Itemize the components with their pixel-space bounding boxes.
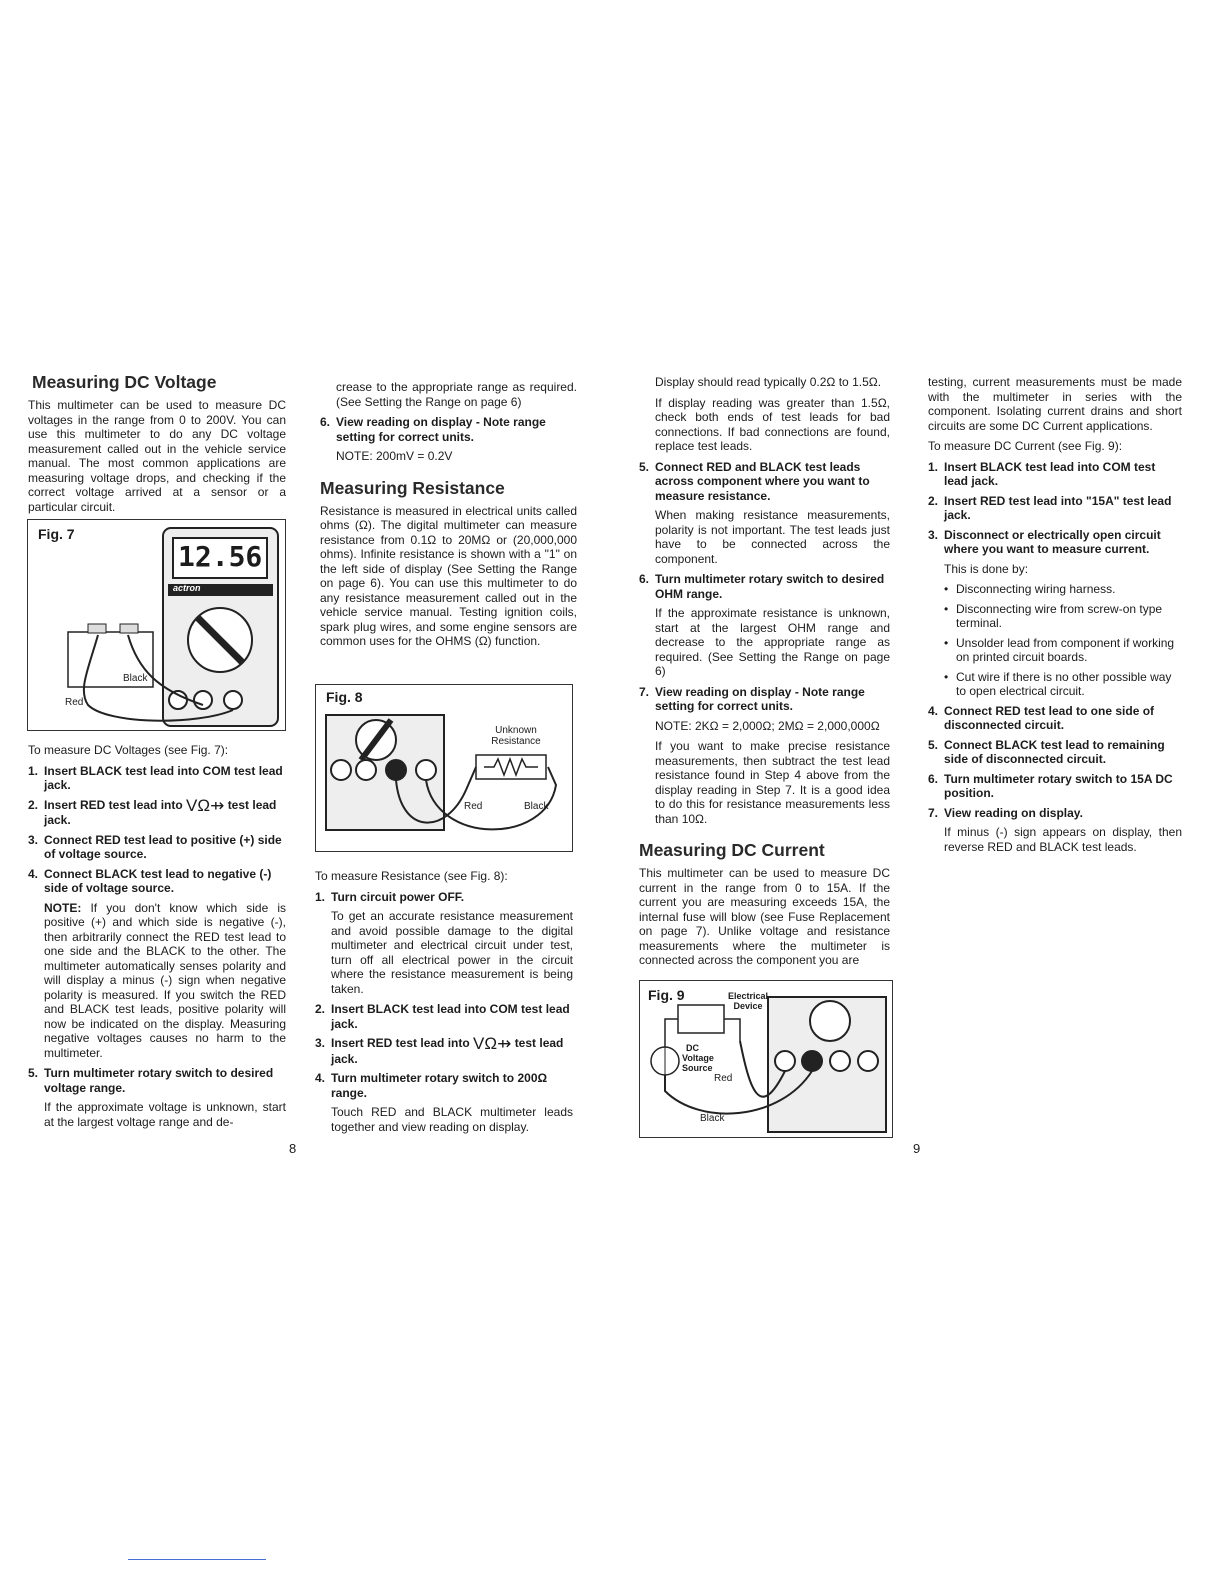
- dc-voltage-step-2: [28, 795, 286, 828]
- step-number: 6.: [928, 771, 939, 786]
- note-label: NOTE:: [44, 900, 82, 915]
- dc-voltage-lead: To measure DC Voltages (see Fig. 7):: [28, 743, 229, 757]
- figure-8-unknown-label: Unknown Resistance: [491, 725, 541, 747]
- bullet-icon: •: [944, 635, 949, 650]
- step-text: Turn circuit power OFF.: [331, 889, 465, 904]
- figure-7-label: Fig. 7: [38, 526, 75, 542]
- step-text: Insert RED test lead into: [331, 1036, 470, 1050]
- figure-9-label: Fig. 9: [648, 987, 685, 1003]
- figure-8-red-label: Red: [464, 801, 483, 812]
- dc-voltage-note: [28, 901, 286, 1061]
- step-number: 6.: [639, 572, 650, 586]
- step-text: Connect BLACK test lead to remaining side of disconnected circuit.: [944, 737, 1165, 766]
- dc-current-step-4: [928, 704, 1182, 733]
- precise-measurement-note: If you want to make precise resistance measurements, then subtract the test lead resistance found in Step 4 above from the display reading in Step 7. It is a good idea to do this for resistance measurements less than 10Ω.: [655, 739, 890, 826]
- bullet-icon: •: [944, 601, 949, 616]
- open-circuit-method: [928, 636, 1182, 665]
- display-typical-reading: Display should read typically 0.2Ω to 1.5Ω.: [655, 375, 882, 389]
- bullet-text: Unsolder lead from component if working on printed circuit boards.: [956, 635, 1175, 664]
- column-1-steps: [28, 743, 286, 1135]
- section-title-resistance: Measuring Resistance: [320, 477, 505, 498]
- figure-9: [639, 980, 893, 1138]
- resistance-step-4-detail: Touch RED and BLACK multimeter leads together and view reading on display.: [331, 1105, 573, 1134]
- page-number-8: 8: [289, 1141, 297, 1156]
- step-text: Disconnect or electrically open circuit where you want to measure current.: [944, 527, 1161, 556]
- resistance-step-2: [315, 1002, 573, 1031]
- figure-8-label: Fig. 8: [326, 689, 363, 705]
- resistance-step-1: [315, 890, 573, 905]
- step-number: 3.: [28, 832, 39, 847]
- figure-9-dc-label: DC: [686, 1043, 699, 1053]
- step-number: 4.: [28, 866, 39, 881]
- step-text: Turn multimeter rotary switch to desired OHM range.: [655, 572, 885, 601]
- dc-current-step-7-detail: If minus (-) sign appears on display, then reverse RED and BLACK test leads.: [944, 825, 1182, 854]
- step-text: Insert RED test lead into: [44, 797, 183, 812]
- section-title-dc-current: Measuring DC Current: [639, 840, 825, 860]
- step-text: Turn multimeter rotary switch to 15A DC position.: [944, 771, 1173, 800]
- dc-voltage-step-5: [28, 1066, 286, 1095]
- volt-ohm-diode-symbol: VΩ⇸: [186, 795, 225, 815]
- dc-current-step-2: [928, 494, 1182, 523]
- step-6-view-reading: [320, 415, 577, 444]
- step-text: Turn multimeter rotary switch to desired voltage range.: [44, 1066, 274, 1095]
- column-3: [639, 375, 890, 974]
- step-number: 1.: [928, 459, 939, 474]
- dc-current-step-7: [928, 806, 1182, 821]
- column-1: [28, 372, 286, 520]
- dc-current-step-1: [928, 460, 1182, 489]
- step-text: Insert BLACK test lead into COM test lead jack.: [44, 763, 283, 792]
- column-2: [320, 380, 577, 655]
- step-number: 4.: [928, 703, 939, 718]
- step-number: 7.: [639, 684, 650, 699]
- step-number: 1.: [28, 763, 39, 778]
- step-text: View reading on display.: [944, 805, 1083, 820]
- bullet-icon: •: [944, 582, 949, 596]
- section-title-dc-voltage: Measuring DC Voltage: [32, 372, 217, 392]
- figure-7-display: 12.56: [178, 540, 263, 573]
- step-text: Connect BLACK test lead to negative (-) side of voltage source.: [44, 866, 272, 895]
- volt-ohm-diode-symbol: VΩ⇸: [473, 1034, 512, 1053]
- step-text: Insert RED test lead into "15A" test lead jack.: [944, 493, 1172, 522]
- range-continuation: crease to the appropriate range as required. (See Setting the Range on page 6): [336, 380, 577, 409]
- step-text: Connect RED and BLACK test leads across component where you want to measure resistance.: [655, 459, 870, 503]
- figure-9-source-label: Source: [682, 1063, 713, 1073]
- resistance-step-6-detail: If the approximate resistance is unknown, start at the largest OHM range and decrease to the appropriate range as required. (See Setting the Range on page 6): [655, 606, 890, 678]
- bullet-icon: •: [944, 669, 949, 684]
- dc-current-step-6: [928, 772, 1182, 801]
- step-number: 4.: [315, 1071, 326, 1085]
- step-number: 7.: [928, 805, 939, 820]
- bullet-text: Disconnecting wiring harness.: [956, 582, 1116, 596]
- resistance-step-6: [639, 572, 890, 601]
- step-number: 2.: [315, 1002, 326, 1016]
- dc-current-intro: This multimeter can be used to measure DC current in the range from 0 to 15A. If the current you are measuring exceeds 15A, the internal fuse will blow (see Fuse Replacement on page 7). Unlike voltage and resistance measurements where the multimeter is connected across the component you are: [639, 866, 890, 967]
- figure-8: [315, 684, 573, 852]
- resistance-step-4: [315, 1071, 573, 1100]
- dc-current-continuation: testing, current measurements must be made with the multimeter in series with the component. Isolating current drains and short circuits are some DC Current applications.: [928, 375, 1182, 433]
- step-number: 2.: [28, 797, 39, 812]
- column-2-steps: [315, 869, 573, 1140]
- dc-current-step-5: [928, 738, 1182, 767]
- step-number: 2.: [928, 493, 939, 508]
- dc-voltage-step-5-detail: If the approximate voltage is unknown, start at the largest voltage range and de-: [44, 1100, 286, 1129]
- step-text: Insert BLACK test lead into COM test lead jack.: [331, 1002, 570, 1031]
- dc-voltage-step-4: [28, 867, 286, 896]
- resistance-step-1-detail: To get an accurate resistance measurement and avoid possible damage to the digital multimeter and electrical circuit under test, turn off all electrical power in the circuit where the resistance measurement is being taken.: [331, 909, 573, 996]
- page-number-9: 9: [913, 1141, 921, 1156]
- figure-7-red-label: Red: [65, 697, 84, 708]
- dc-current-step-3-detail: This is done by:: [944, 561, 1029, 576]
- bullet-text: Cut wire if there is no other possible way to open electrical circuit.: [956, 669, 1172, 698]
- step-number: 1.: [315, 889, 326, 904]
- footer-rule: [128, 1559, 266, 1560]
- dc-voltage-step-1: [28, 764, 286, 793]
- figure-9-device-label: Electrical Device: [727, 991, 769, 1011]
- step-text: View reading on display - Note range setting for correct units.: [336, 415, 546, 444]
- resistance-step-3: [315, 1036, 573, 1066]
- resistance-step-7: [639, 685, 890, 714]
- figure-9-red-label: Red: [714, 1073, 733, 1084]
- note-text: If you don't know which side is positive (+) and which side is negative (-), then arbitrarily connect the RED test lead to one side and the BLACK to the other. The multimeter automatically senses polarity and will display a minus (-) sign when negative polarity is measured. If you switch the RED and BLACK test leads, positive polarity will now be indicated on the display. Measuring negative voltages causes no harm to the multimeter.: [44, 900, 286, 1060]
- resistance-lead: To measure Resistance (see Fig. 8):: [315, 869, 508, 883]
- dc-voltage-step-3: [28, 833, 286, 862]
- step-text: Turn multimeter rotary switch to 200Ω range.: [331, 1071, 548, 1100]
- resistance-intro: Resistance is measured in electrical units called ohms (Ω). The digital multimeter can measure resistance from 0.1Ω to 20MΩ or (20,000,000 ohms). Infinite resistance is shown with a "1" on the left side of display (See Setting the Range on page 6). You can use this multimeter to do any resistance measurement called out in the vehicle service manual. Testing ignition coils, spark plug wires, and some engine sensors are common uses for the OHMS (Ω) function.: [320, 503, 577, 648]
- figure-7-black-label: Black: [123, 673, 148, 684]
- open-circuit-method: [928, 582, 1182, 597]
- step-number: 5.: [28, 1066, 39, 1080]
- step-text: test lead jack.: [44, 797, 277, 827]
- bad-connection-note: If display reading was greater than 1.5Ω, check both ends of test leads for bad connections. If bad connections are found, replace test leads.: [655, 395, 890, 453]
- figure-8-illustration: [316, 685, 572, 851]
- step-text: Connect RED test lead to one side of disconnected circuit.: [944, 703, 1155, 732]
- step-number: 5.: [639, 459, 650, 474]
- dc-current-step-3: [928, 528, 1182, 557]
- figure-9-black-label: Black: [700, 1113, 725, 1124]
- open-circuit-method: [928, 670, 1182, 699]
- step-text: Connect RED test lead to positive (+) side of voltage source.: [44, 832, 282, 861]
- resistance-step-5: [639, 460, 890, 504]
- dc-current-lead: To measure DC Current (see Fig. 9):: [928, 439, 1123, 453]
- figure-7: [27, 519, 286, 731]
- step-number: 3.: [315, 1036, 326, 1050]
- bullet-text: Disconnecting wire from screw-on type terminal.: [956, 601, 1163, 630]
- column-4: [928, 375, 1182, 860]
- step-number: 5.: [928, 737, 939, 752]
- step-text: test lead jack.: [331, 1036, 564, 1066]
- millivolt-note: NOTE: 200mV = 0.2V: [336, 449, 453, 463]
- resistance-step-5-detail: When making resistance measurements, polarity is not important. The test leads just have to be connected across the component.: [655, 508, 890, 566]
- open-circuit-method: [928, 602, 1182, 631]
- figure-9-voltage-label: Voltage: [682, 1053, 714, 1063]
- step-text: Insert BLACK test lead into COM test lead jack.: [944, 459, 1156, 488]
- ohm-conversion-note: NOTE: 2KΩ = 2,000Ω; 2MΩ = 2,000,000Ω: [655, 718, 880, 733]
- step-number: 3.: [928, 527, 939, 542]
- step-number: 6.: [320, 415, 331, 429]
- dc-voltage-intro: This multimeter can be used to measure DC voltages in the range from 0 to 200V. You can use this multimeter to do any DC voltage measurement called out in the vehicle service manual. The most common applications are measuring voltage drops, and checking if the correct voltage arrived at a sensor or a particular circuit.: [28, 398, 286, 514]
- step-text: View reading on display - Note range setting for correct units.: [655, 684, 865, 713]
- figure-7-brand: actron: [173, 583, 201, 593]
- figure-8-black-label: Black: [524, 801, 549, 812]
